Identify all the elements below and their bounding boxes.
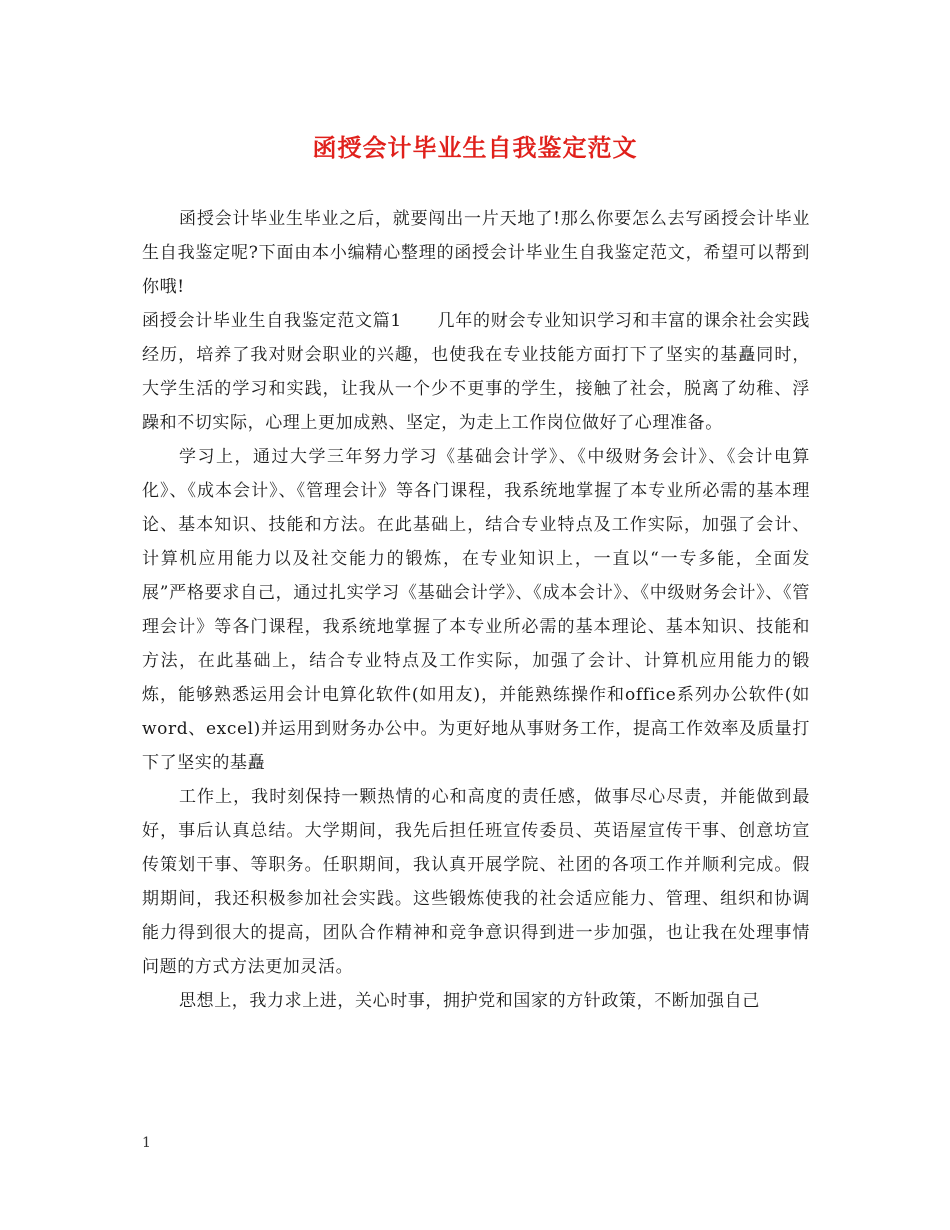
intro-paragraph: 函授会计毕业生毕业之后，就要闯出一片天地了!那么你要怎么去写函授会计毕业生自我鉴定呢?下面由本小编精心整理的函授会计毕业生自我鉴定范文，希望可以帮到你哦! (142, 209, 810, 297)
study-paragraph: 学习上，通过大学三年努力学习《基础会计学》、《中级财务会计》、《会计电算化》、《成本会计》、《管理会计》等各门课程，我系统地掌握了本专业所必需的基本理论、基本知识、技能和方法。在此基础上，结合专业特点及工作实际，加强了会计、计算机应用能力以及社交能力的锻炼，在专业知识上，一直以“一专多能，全面发展”严格要求自己，通过扎实学习《基础会计学》、《成本会计》、《中级财务会计》、《管理会计》等各门课程，我系统地掌握了本专业所必需的基本理论、基本知识、技能和方法，在此基础上，结合专业特点及工作实际，加强了会计、计算机应用能力的锻炼，能够熟悉运用会计电算化软件(如用友)，并能熟练操作和office系列办公软件(如word、excel)并运用到财务办公中。为更好地从事财务工作，提高工作效率及质量打下了坚实的基矗 (142, 447, 810, 773)
document-body (142, 202, 810, 1018)
page-number: 1 (142, 1135, 151, 1151)
thought-paragraph: 思想上，我力求上进，关心时事，拥护党和国家的方针政策，不断加强自己 (179, 991, 760, 1011)
document-title: 函授会计毕业生自我鉴定范文 (312, 134, 638, 162)
essay-heading-paragraph: 函授会计毕业生自我鉴定范文篇1 几年的财会专业知识学习和丰富的课余社会实践经历，培养了我对财会职业的兴趣，也使我在专业技能方面打下了坚实的基矗同时，大学生活的学习和实践，让我从一个少不更事的学生，接触了社会，脱离了幼稚、浮躁和不切实际，心理上更加成熟、坚定，为走上工作岗位做好了心理准备。 (142, 311, 810, 433)
work-paragraph: 工作上，我时刻保持一颗热情的心和高度的责任感，做事尽心尽责，并能做到最好，事后认真总结。大学期间，我先后担任班宣传委员、英语屋宣传干事、创意坊宣传策划干事、等职务。任职期间，我认真开展学院、社团的各项工作并顺利完成。假期期间，我还积极参加社会实践。这些锻炼使我的社会适应能力、管理、组织和协调能力得到很大的提高，团队合作精神和竞争意识得到进一步加强，也让我在处理事情问题的方式方法更加灵活。 (142, 787, 810, 977)
